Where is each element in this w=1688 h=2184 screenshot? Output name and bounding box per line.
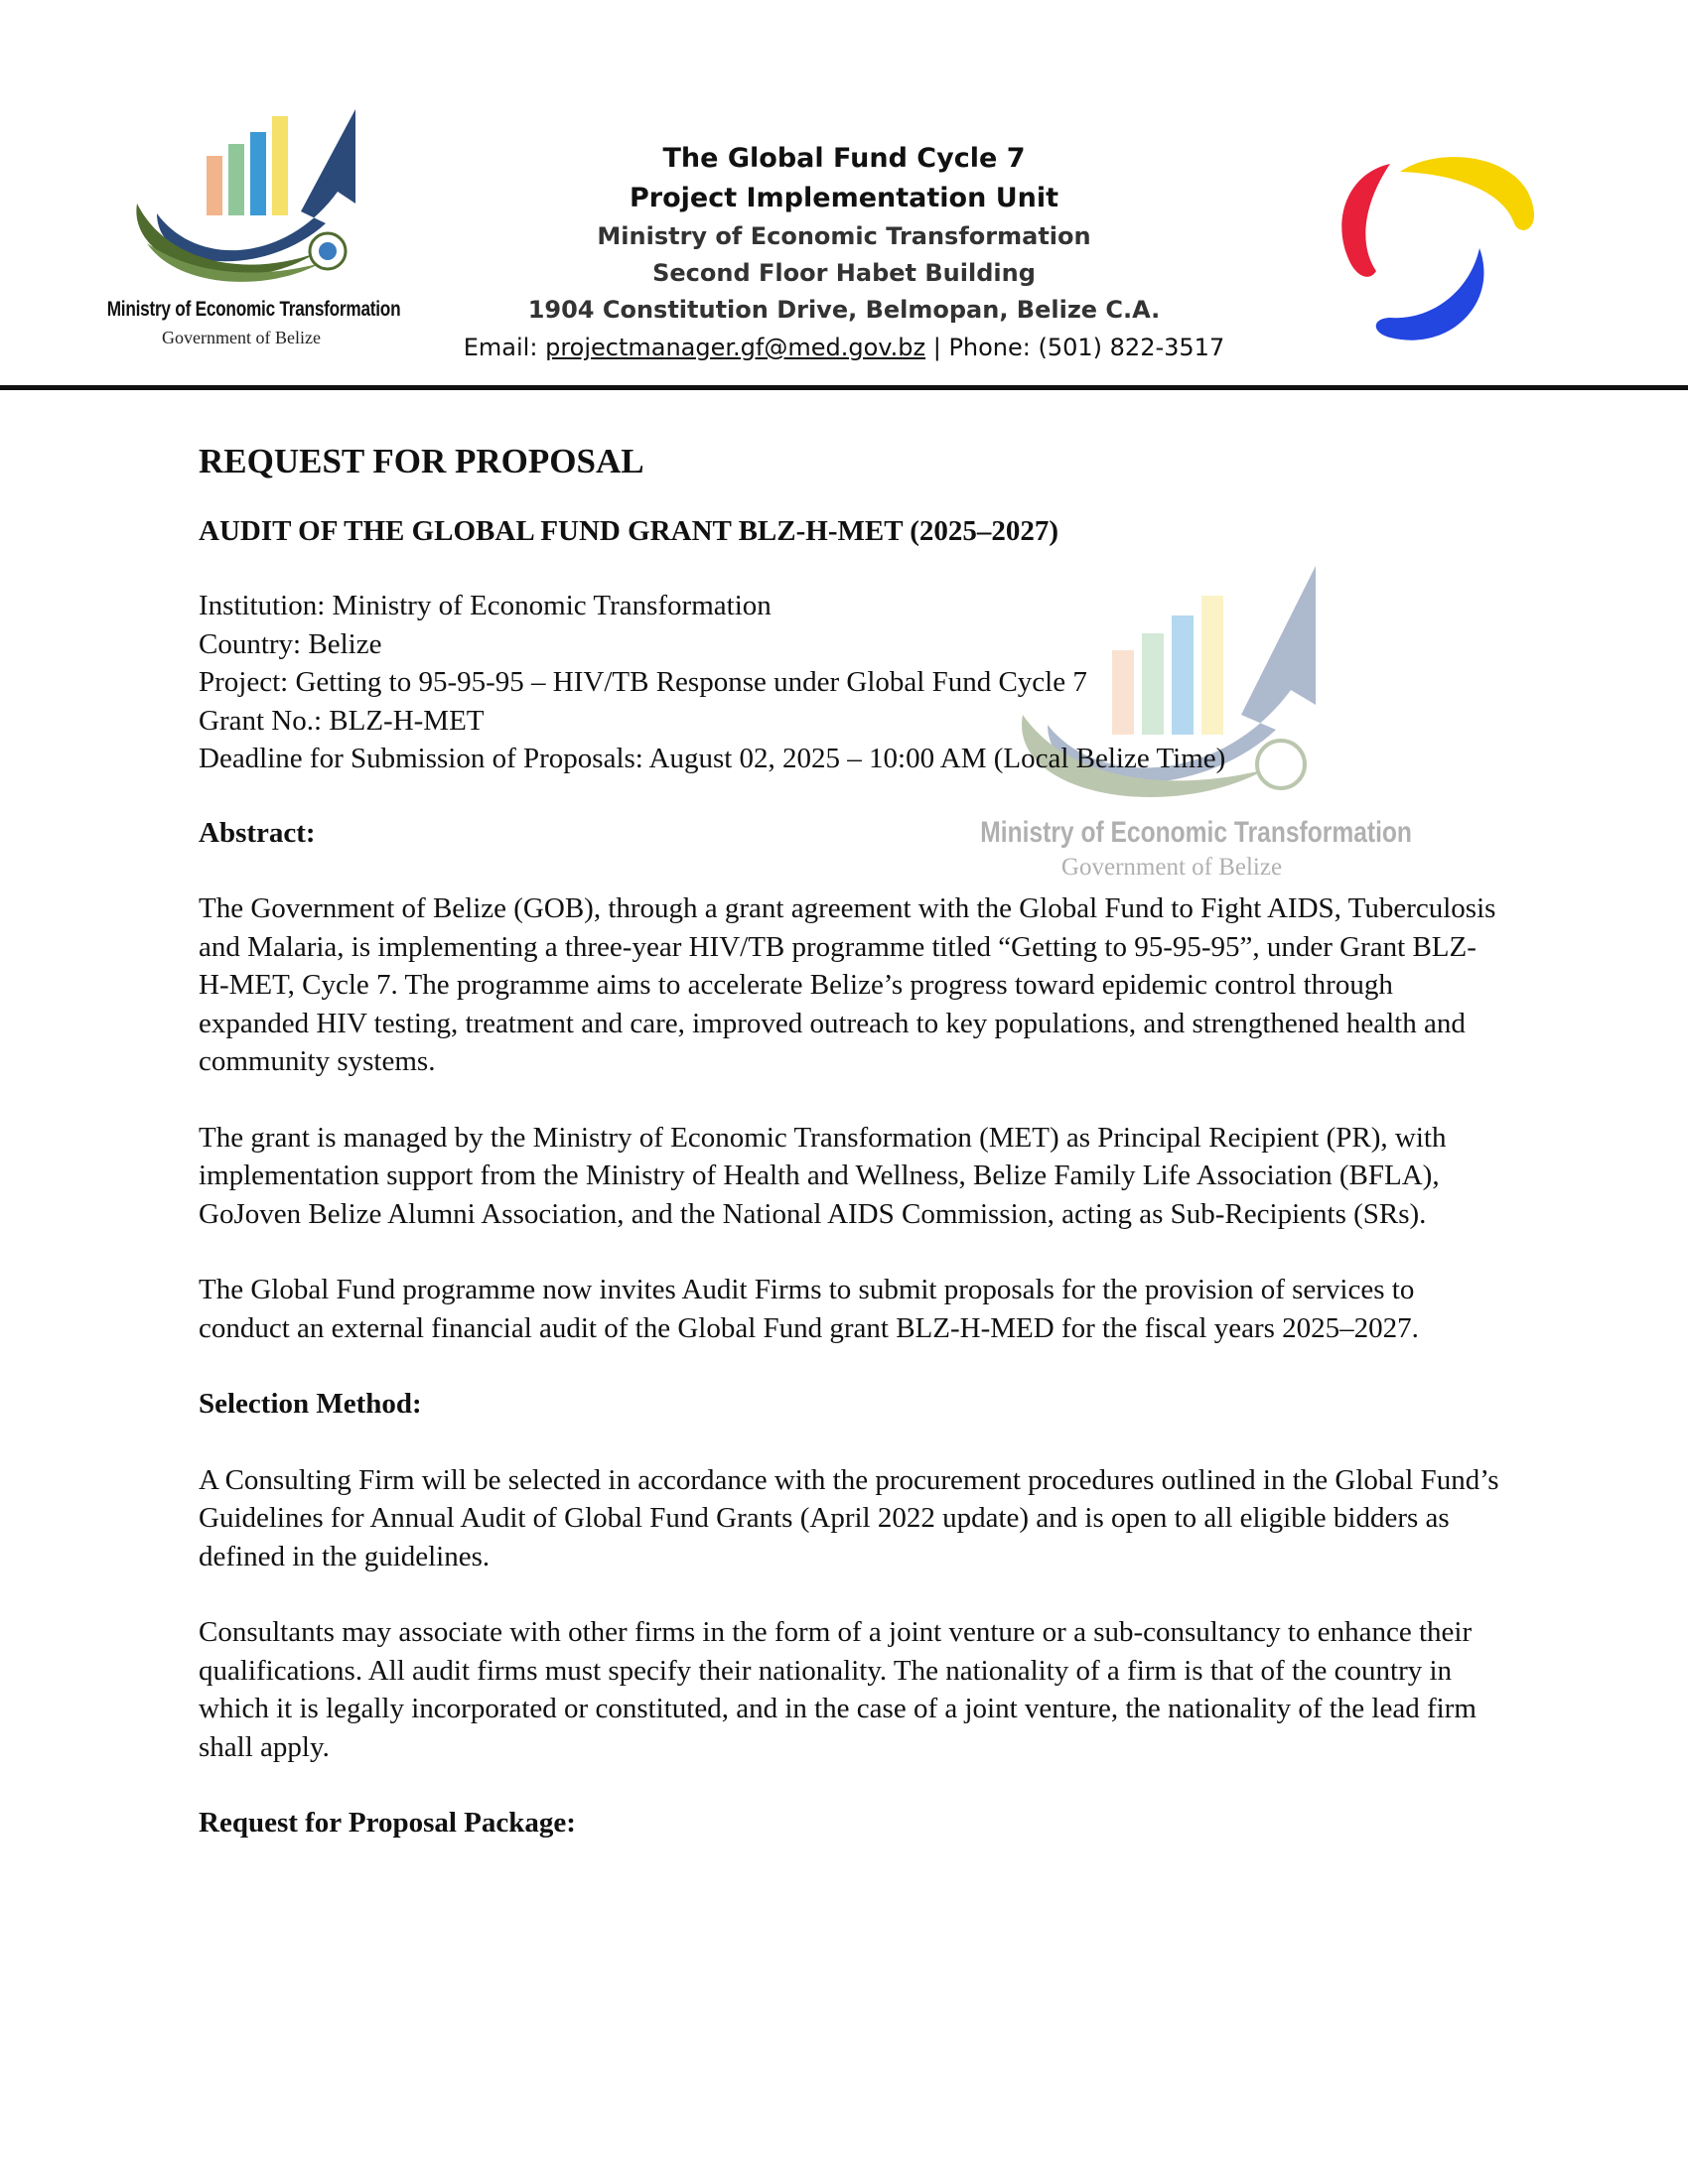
detail-country: Country: Belize (199, 627, 382, 660)
header-line-2: Project Implementation Unit (629, 183, 1059, 213)
package-heading: Request for Proposal Package: (199, 1807, 576, 1839)
detail-grant-no: Grant No.: BLZ-H-MET (199, 704, 485, 737)
ministry-emblem-icon (117, 104, 365, 298)
document-body (199, 437, 1499, 1880)
selection-heading: Selection Method: (199, 1388, 422, 1420)
detail-institution: Institution: Ministry of Economic Transformation (199, 590, 772, 621)
ministry-logo (77, 104, 405, 357)
project-details (199, 587, 1499, 778)
detail-project: Project: Getting to 95-95-95 – HIV/TB Response under Global Fund Cycle 7 (199, 666, 1087, 698)
header-line-4: Second Floor Habet Building (652, 259, 1036, 287)
abstract-paragraph-3: The Global Fund programme now invites Audit Firms to submit proposals for the provision of services to conduct an external financial audit of the Global Fund grant BLZ-H-MED for the fiscal years 2025–2027. (199, 1274, 1419, 1344)
org-subtitle: Government of Belize (162, 328, 321, 347)
abstract-heading: Abstract: (199, 816, 316, 849)
global-fund-logo (1331, 154, 1549, 362)
watermark-org-name: Ministry of Economic Transformation (980, 816, 1412, 849)
selection-paragraph-2: Consultants may associate with other firms in the form of a joint venture or a sub-consultancy to enhance their qualifications. All audit firms must specify their nationality. The nationality of a firm is that of the country in which it is legally incorporated or constituted, and in the case of a joint venture, the nationality of the lead firm shall apply. (199, 1616, 1477, 1763)
document-title: REQUEST FOR PROPOSAL (199, 442, 644, 480)
email-link[interactable]: projectmanager.gf@med.gov.bz (545, 334, 926, 361)
header-line-3: Ministry of Economic Transformation (597, 222, 1091, 250)
contact-line (417, 329, 1271, 366)
header-line-1: The Global Fund Cycle 7 (662, 143, 1026, 174)
header-line-5: 1904 Constitution Drive, Belmopan, Belize C.A. (527, 296, 1161, 324)
header-divider (0, 385, 1688, 390)
swirl-logo-icon (1331, 154, 1549, 362)
abstract-paragraph-2: The grant is managed by the Ministry of Economic Transformation (MET) as Principal Recipient (PR), with implementation support from the Ministry of Health and Wellness, Belize Family Life Association (BFLA), GoJoven Belize Alumni Association, and the National AIDS Commission, acting as Sub-Recipients (SRs). (199, 1121, 1447, 1230)
selection-paragraph-1: A Consulting Firm will be selected in accordance with the procurement procedures outlined in the Global Fund’s Guidelines for Annual Audit of Global Fund Grants (April 2022 update) and is open to all eligible bidders as defined in the guidelines. (199, 1463, 1499, 1572)
detail-deadline: Deadline for Submission of Proposals: August 02, 2025 – 10:00 AM (Local Belize Time) (199, 743, 1226, 774)
phone-text: | Phone: (501) 822-3517 (925, 334, 1225, 361)
letterhead (417, 139, 1271, 366)
abstract-paragraph-1: The Government of Belize (GOB), through a grant agreement with the Global Fund to Fight AIDS, Tuberculosis and Malaria, is implementing a three-year HIV/TB programme titled “Getting to 95-95-95”, under Grant BLZ-H-MET, Cycle 7. The programme aims to accelerate Belize’s progress toward epidemic control through expanded HIV testing, treatment and care, improved outreach to key populations, and strengthened health and community systems. (199, 892, 1496, 1077)
org-name: Ministry of Economic Transformation (106, 298, 401, 321)
document-subtitle: AUDIT OF THE GLOBAL FUND GRANT BLZ-H-MET (2025–2027) (199, 515, 1059, 547)
email-label: Email: (463, 334, 546, 361)
watermark-org-subtitle: Government of Belize (1060, 854, 1283, 881)
